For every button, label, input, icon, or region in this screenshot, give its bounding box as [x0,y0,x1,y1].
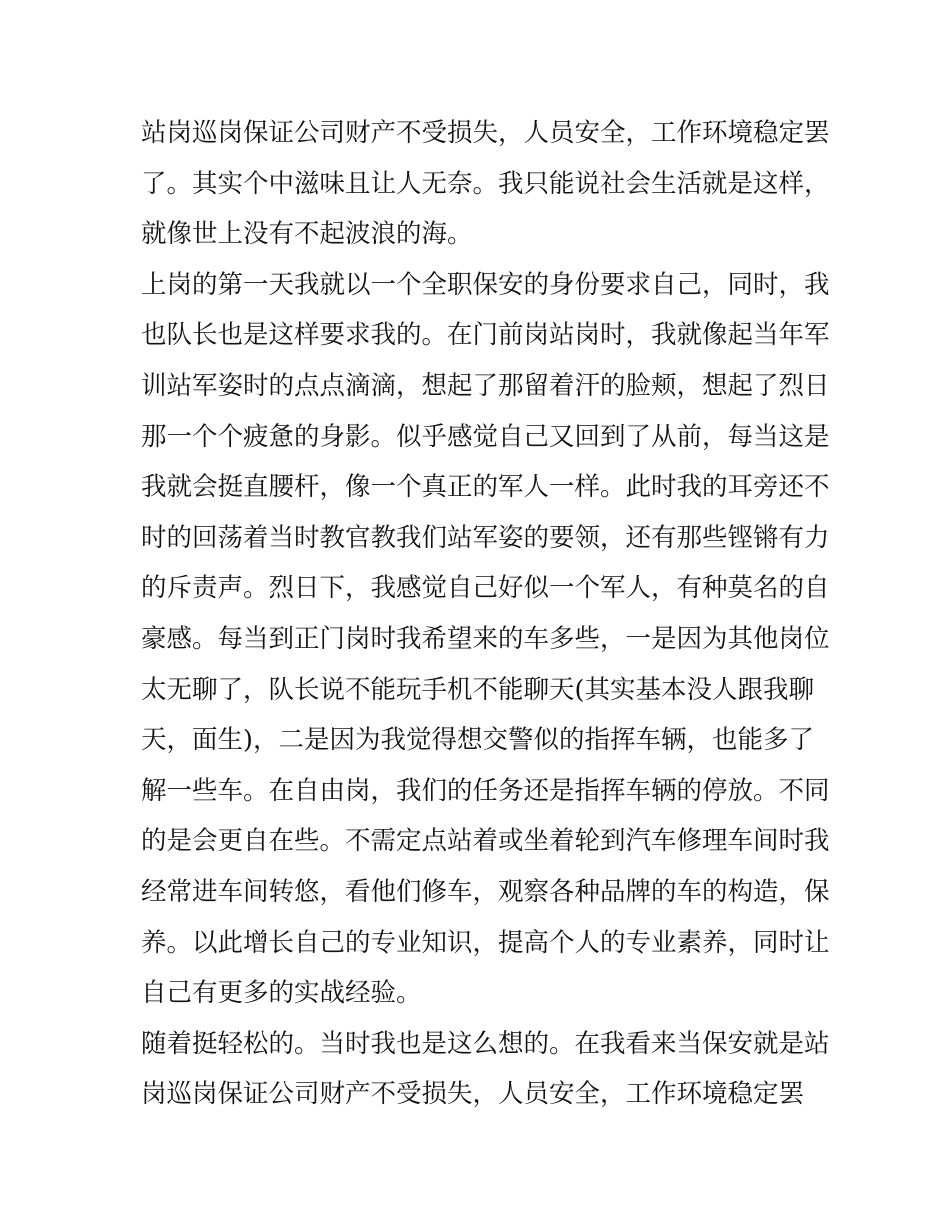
text-line: 天，面生)，二是因为我觉得想交警似的指挥车辆，也能多了 [141,725,814,756]
text-line: 时的回荡着当时教官教我们站军姿的要领，还有那些铿锵有力 [141,522,830,553]
text-line: 那一个个疲惫的身影。似乎感觉自己又回到了从前，每当这是 [141,421,830,452]
text-line: 岗巡岗保证公司财产不受损失，人员安全，工作环境稳定罢 [141,1079,805,1110]
body-text [141,108,830,1120]
text-line: 站岗巡岗保证公司财产不受损失，人员安全，工作环境稳定罢 [141,118,830,148]
text-line: 养。以此增长自己的专业知识，提高个人的专业素养，同时让 [141,927,830,958]
text-line: 了。其实个中滋味且让人无奈。我只能说社会生活就是这样， [141,168,830,199]
text-line: 解一些车。在自由岗，我们的任务还是指挥车辆的停放。不同 [141,775,830,806]
text-line: 的是会更自在些。不需定点站着或坐着轮到汽车修理车间时我 [141,826,830,857]
text-line: 太无聊了，队长说不能玩手机不能聊天(其实基本没人跟我聊 [141,674,814,705]
text-line: 就像世上没有不起波浪的海。 [141,219,473,250]
text-line: 我就会挺直腰杆，像一个真正的军人一样。此时我的耳旁还不 [141,472,830,503]
text-line: 的斥责声。烈日下，我感觉自己好似一个军人，有种莫名的自 [141,573,830,604]
text-line: 训站军姿时的点点滴滴，想起了那留着汗的脸颊，想起了烈日 [141,370,830,401]
text-line: 自己有更多的实战经验。 [141,978,422,1009]
text-line: 也队长也是这样要求我的。在门前岗站岗时，我就像起当年军 [141,320,830,351]
text-line: 随着挺轻松的。当时我也是这么想的。在我看来当保安就是站 [141,1028,830,1059]
text-line: 经常进车间转悠，看他们修车，观察各种品牌的车的构造，保 [141,876,830,907]
text-line: 豪感。每当到正门岗时我希望来的车多些，一是因为其他岗位 [141,623,830,654]
text-line: 上岗的第一天我就以一个全职保安的身份要求自己，同时，我 [141,269,830,300]
